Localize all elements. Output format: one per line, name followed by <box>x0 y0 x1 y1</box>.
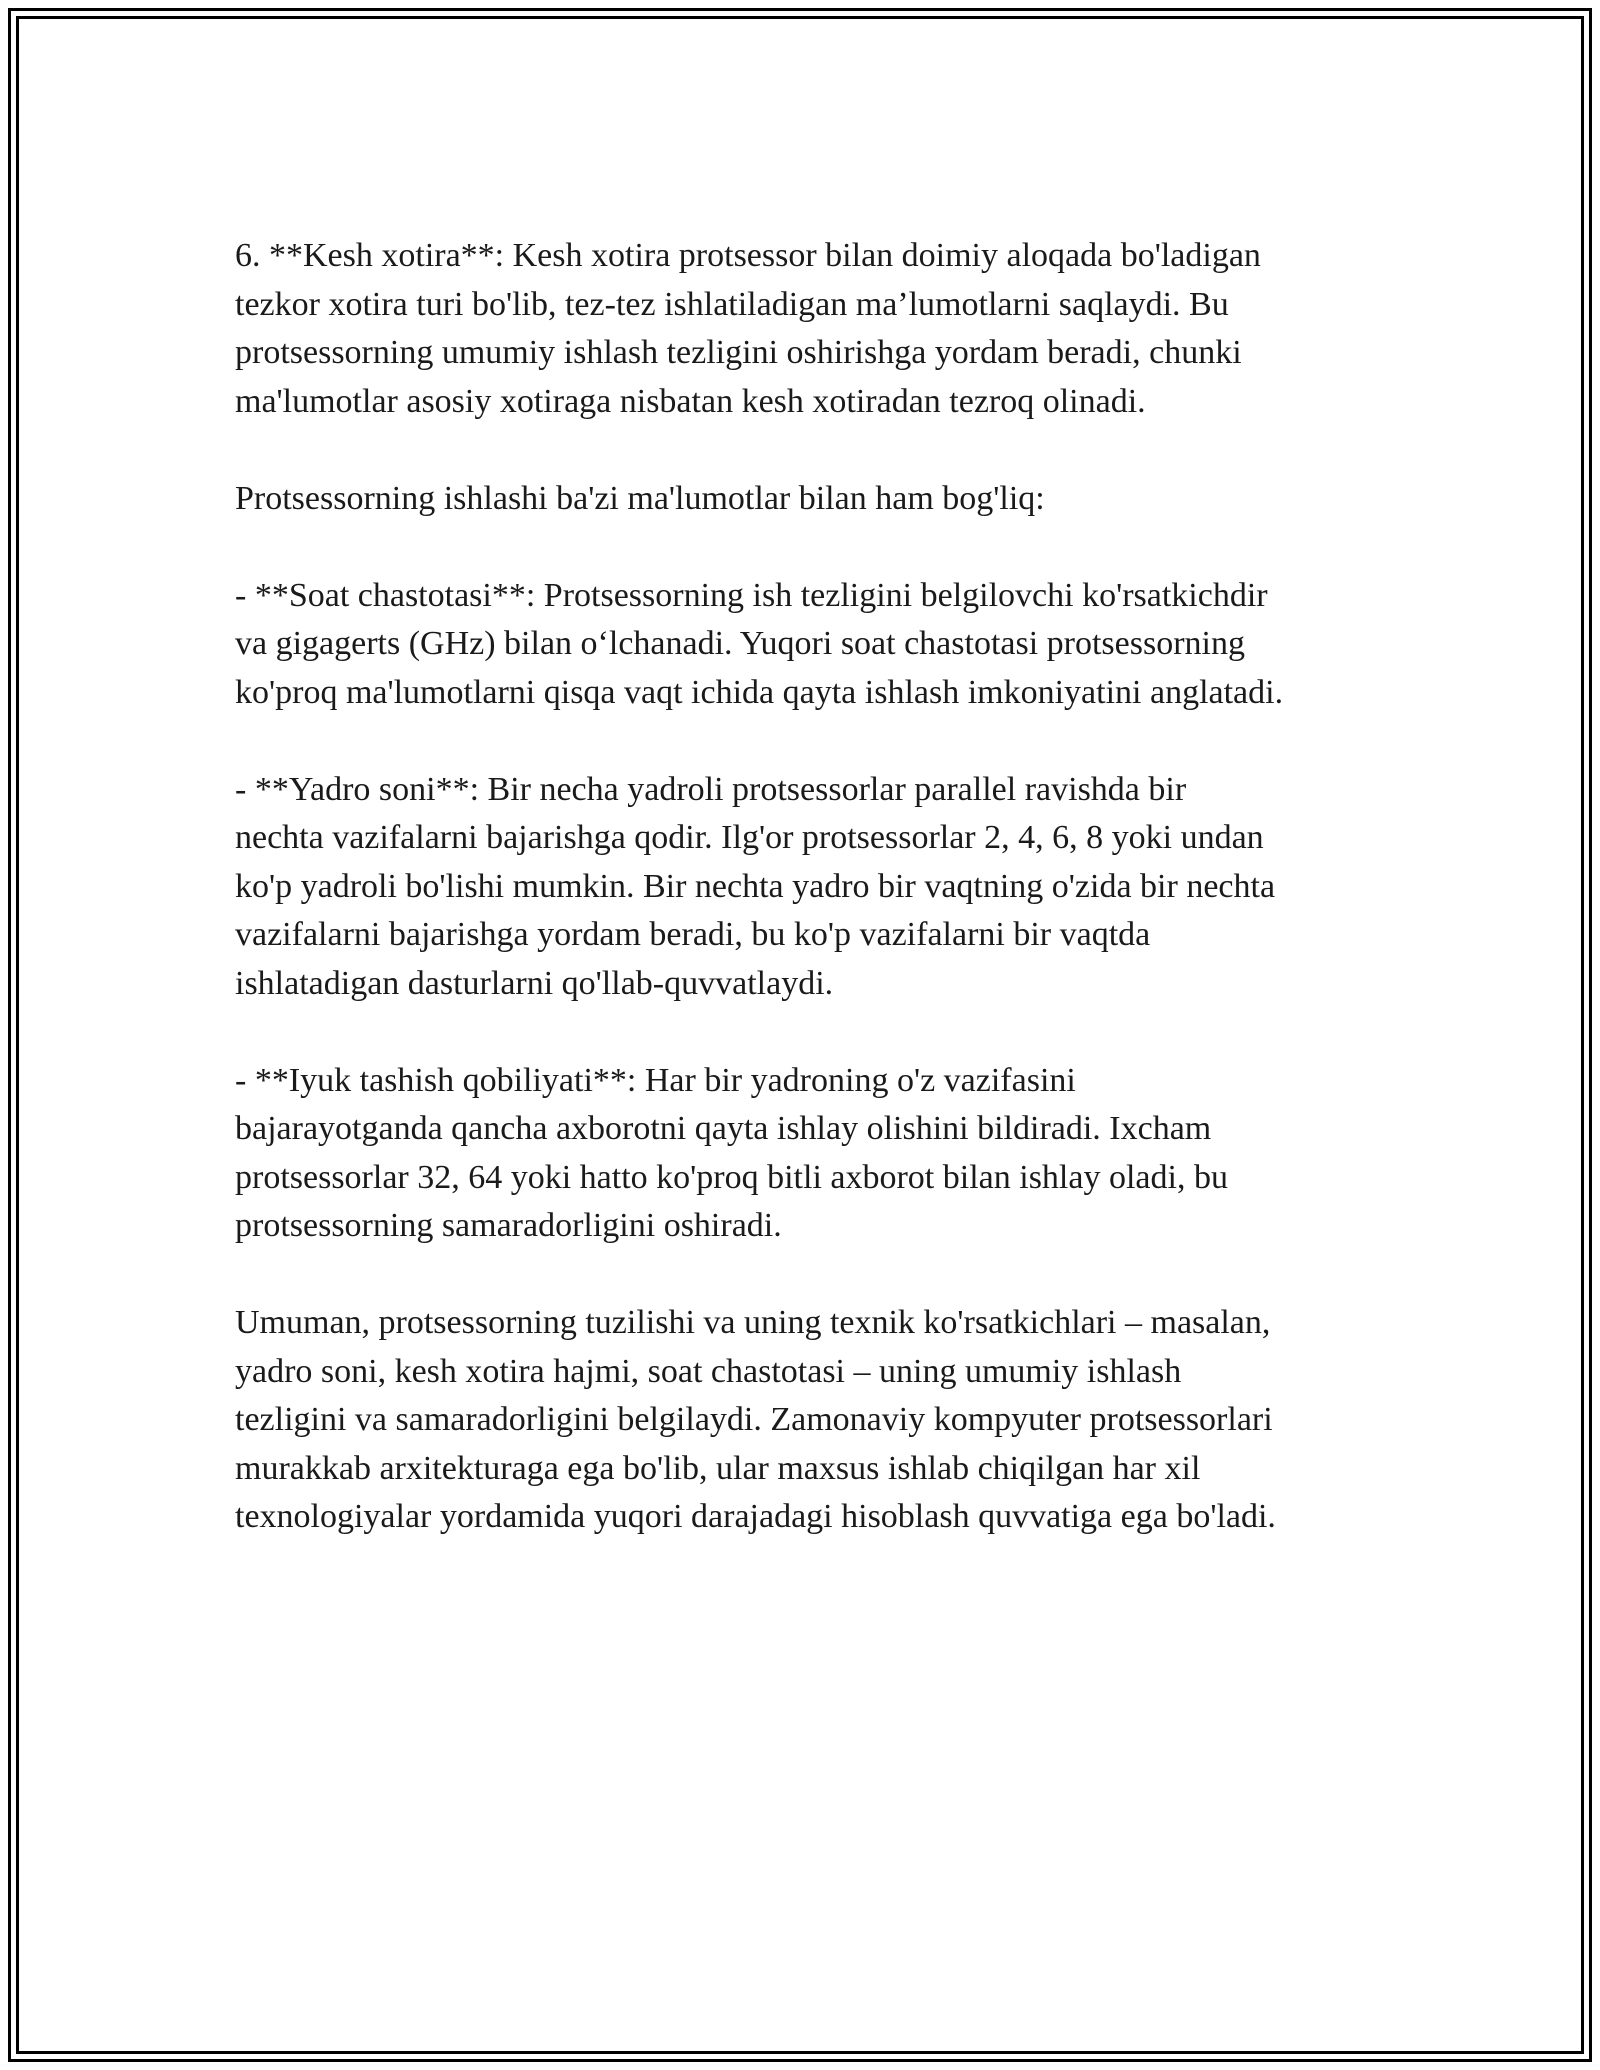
paragraph-cache-memory: 6. **Kesh xotira**: Kesh xotira protsessor bilan doimiy aloqada bo'ladigan tezkor xotira turi bo'lib, tez-tez ishlatiladigan ma’lumotlarni saqlaydi. Bu protsessorning umumiy ishlash tezligini oshirishga yordam beradi, chunki ma'lumotlar asosiy xotiraga nisbatan kesh xotiradan tezroq olinadi. <box>235 237 1261 420</box>
paragraph-conclusion: Umuman, protsessorning tuzilishi va uning texnik ko'rsatkichlari – masalan, yadro soni, kesh xotira hajmi, soat chastotasi – uning umumiy ishlash tezligini va samaradorligini belgilaydi. Zamonaviy kompyuter protsessorlari murakkab arxitekturaga ega bo'lib, ular maxsus ishlab chiqilgan har xil texnologiyalar yordamida yuqori darajadagi hisoblash quvvatiga ega bo'ladi. <box>235 1304 1276 1535</box>
paragraph-bit-capacity: - **Iyuk tashish qobiliyati**: Har bir yadroning o'z vazifasini bajarayotganda qancha axborotni qayta ishlay olishini bildiradi. Ixcham protsessorlar 32, 64 yoki hatto ko'proq bitli axborot bilan ishlay oladi, bu protsessorning samaradorligini oshiradi. <box>235 1061 1228 1244</box>
paragraph-core-count: - **Yadro soni**: Bir necha yadroli protsessorlar parallel ravishda bir nechta vazifalarni bajarishga qodir. Ilg'or protsessorlar 2, 4, 6, 8 yoki undan ko'p yadroli bo'lishi mumkin. Bir nechta yadro bir vaqtning o'zida bir nechta vazifalarni bajarishga yordam beradi, bu ko'p vazifalarni bir vaqtda ishlatadigan dasturlarni qo'llab-quvvatlaydi. <box>235 770 1276 1002</box>
document-body <box>235 232 1395 1590</box>
paragraph-performance-intro: Protsessorning ishlashi ba'zi ma'lumotlar bilan ham bog'liq: <box>235 479 1045 517</box>
paragraph-clock-speed: - **Soat chastotasi**: Protsessorning ish tezligini belgilovchi ko'rsatkichdir va gigagerts (GHz) bilan oʻlchanadi. Yuqori soat chastotasi protsessorning ko'proq ma'lumotlarni qisqa vaqt ichida qayta ishlash imkoniyatini anglatadi. <box>235 576 1284 711</box>
